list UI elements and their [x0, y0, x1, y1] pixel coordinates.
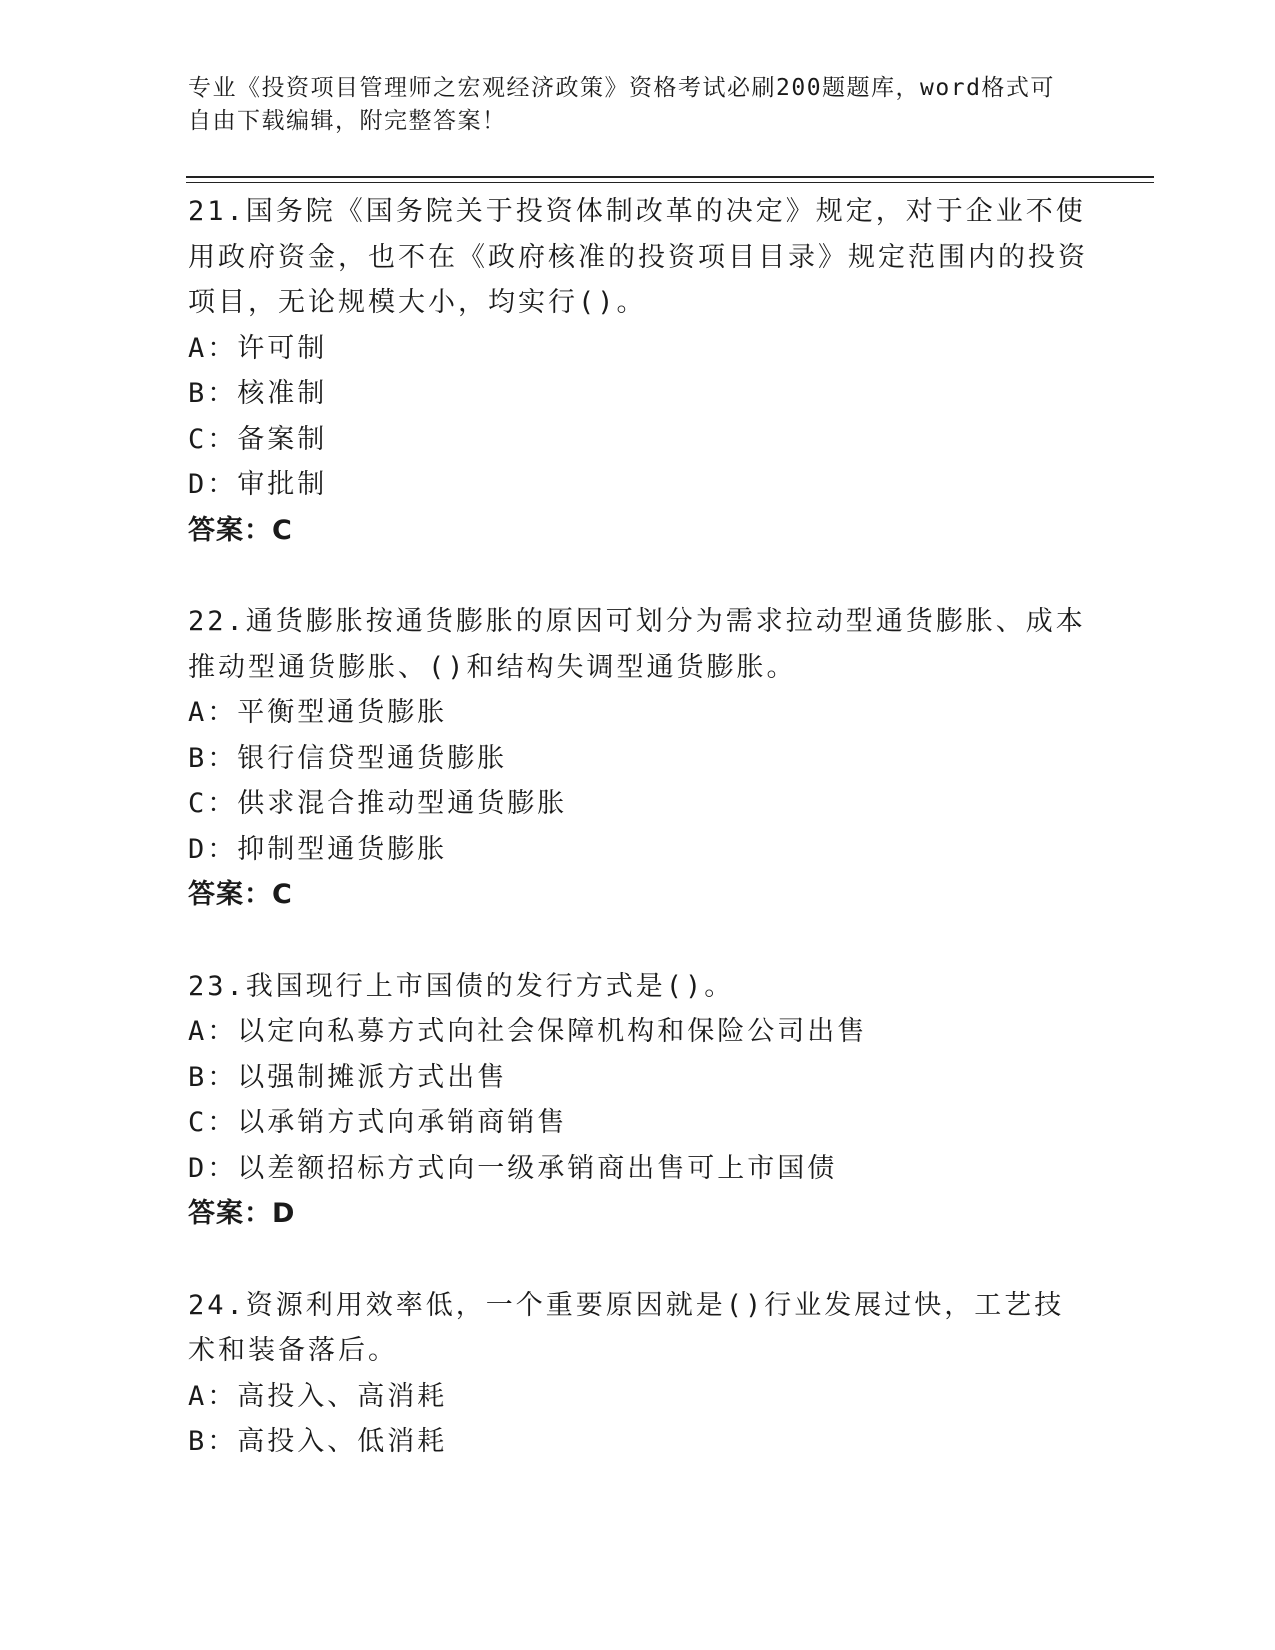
answer: 答案：D: [188, 1198, 296, 1229]
document-header: [188, 72, 1068, 138]
option-list: [188, 1374, 1088, 1465]
option-a: A：平衡型通货膨胀: [188, 697, 448, 728]
option-c: C：备案制: [188, 423, 328, 455]
question-text: 23.我国现行上市国债的发行方式是()。: [188, 970, 735, 1002]
question-text: 21.国务院《国务院关于投资体制改革的决定》规定，对于企业不使用政府资金，也不在《政府核准的投资项目目录》规定范围内的投资项目，无论规模大小，均实行()。: [188, 196, 1088, 318]
question-text: 22.通货膨胀按通货膨胀的原因可划分为需求拉动型通货膨胀、成本推动型通货膨胀、()和结构失调型通货膨胀。: [188, 606, 1086, 683]
option-list: [188, 690, 1088, 872]
option-a: A：以定向私募方式向社会保障机构和保险公司出售: [188, 1016, 868, 1047]
option-list: [188, 326, 1088, 508]
answer: 答案：C: [188, 514, 293, 546]
header-line-1: 专业《投资项目管理师之宏观经济政策》资格考试必刷200题题库，word格式可: [188, 75, 1055, 101]
header-divider-thick: [186, 176, 1154, 178]
question-text: 24.资源利用效率低，一个重要原因就是()行业发展过快，工艺技术和装备落后。: [188, 1289, 1065, 1366]
option-b: B：高投入、低消耗: [188, 1426, 448, 1457]
option-d: D：以差额招标方式向一级承销商出售可上市国债: [188, 1152, 838, 1184]
option-list: [188, 1009, 1088, 1191]
header-line-2: 自由下载编辑，附完整答案！: [188, 108, 507, 134]
option-b: B：以强制摊派方式出售: [188, 1061, 508, 1093]
option-a: A：高投入、高消耗: [188, 1380, 448, 1412]
header-divider-thin: [186, 182, 1154, 183]
answer: 答案：C: [188, 879, 293, 910]
question-list: [188, 189, 1088, 1465]
question-24: [188, 1283, 1088, 1465]
option-d: D：抑制型通货膨胀: [188, 833, 448, 865]
option-a: A：许可制: [188, 332, 328, 364]
option-c: C：供求混合推动型通货膨胀: [188, 788, 568, 819]
option-d: D：审批制: [188, 469, 328, 500]
question-22: [188, 599, 1088, 918]
question-23: [188, 964, 1088, 1237]
option-c: C：以承销方式向承销商销售: [188, 1107, 568, 1138]
option-b: B：银行信贷型通货膨胀: [188, 742, 508, 774]
question-21: [188, 189, 1088, 553]
option-b: B：核准制: [188, 378, 328, 409]
